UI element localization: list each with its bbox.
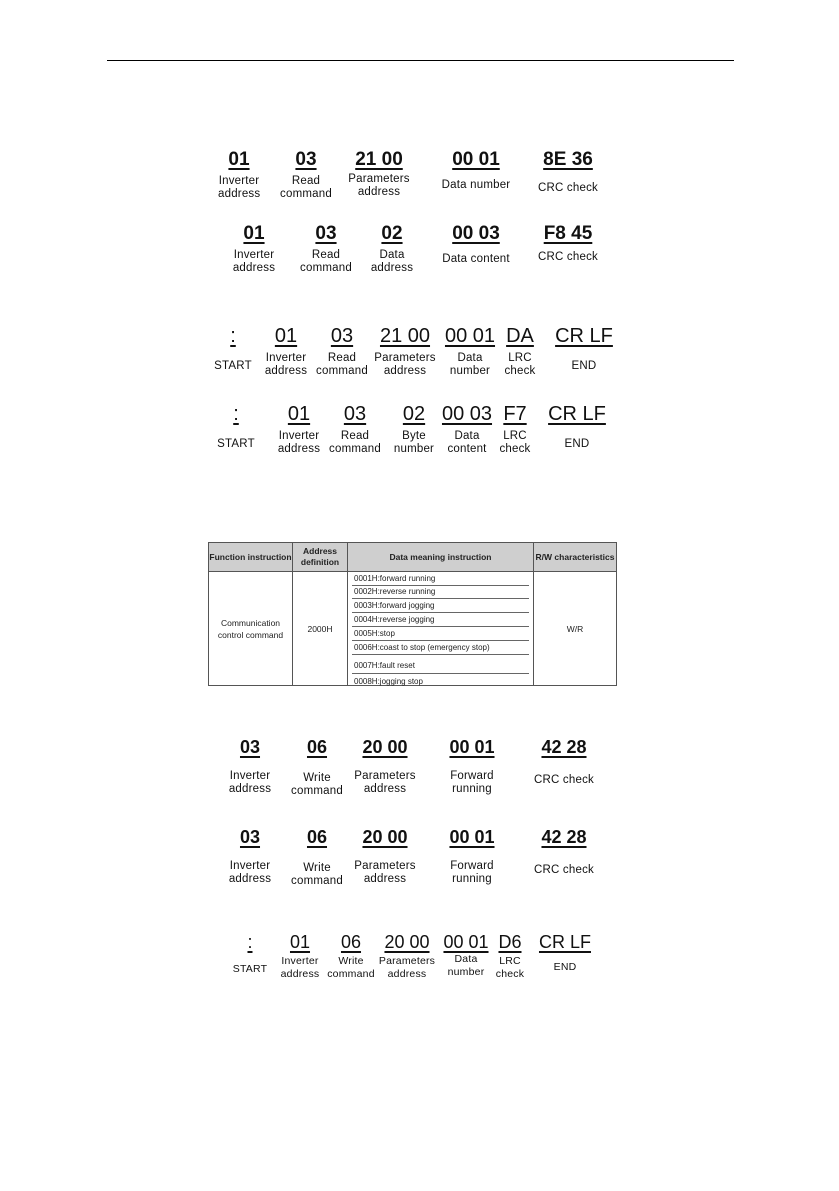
table-cell-function: Communication control command (209, 571, 293, 685)
frame-field (216, 404, 256, 451)
frame-field (438, 404, 496, 456)
field-code: 42 28 (541, 827, 587, 847)
frame-field (534, 933, 596, 974)
field-label: Forward running (450, 770, 494, 795)
table-header: R/W characteristics (534, 543, 616, 571)
field-label: CRC check (534, 774, 594, 786)
field-code: 06 (306, 737, 328, 757)
field-label: Parameters address (354, 860, 416, 885)
field-code: 00 03 (452, 223, 500, 244)
field-label: END (564, 438, 590, 450)
field-label: LRC check (499, 430, 531, 455)
field-code: 01 (274, 325, 298, 347)
frame-field (548, 326, 620, 373)
frame-field (542, 404, 612, 451)
field-code: 00 01 (443, 932, 489, 952)
table-header: Data meaning instruction (348, 543, 534, 571)
field-code: 42 28 (541, 737, 587, 757)
field-code: 03 (343, 403, 367, 425)
frame-field (442, 828, 502, 886)
field-code: 21 00 (355, 149, 403, 170)
table-cell-address: 2000H (293, 571, 348, 685)
frame-field (492, 933, 528, 981)
field-label: Read command (300, 249, 352, 274)
field-label: Parameters address (354, 770, 416, 795)
frame-field (325, 933, 377, 981)
table-row: 0007H:fault reset (352, 658, 529, 674)
frame-field (390, 404, 438, 456)
header-rule (107, 60, 734, 61)
field-label: CRC check (538, 251, 598, 263)
frame-field (350, 828, 420, 886)
table-row: 0003H:forward jogging (352, 600, 529, 613)
field-label: Write command (327, 955, 375, 980)
frame-field (230, 933, 270, 976)
field-code: 01 (228, 149, 250, 170)
frame-field (532, 150, 604, 195)
field-code: : (233, 403, 239, 425)
field-code: 01 (243, 223, 265, 244)
field-code: : (247, 932, 253, 952)
frame-field (325, 404, 385, 456)
field-label: LRC check (504, 352, 536, 377)
frame-field (224, 738, 276, 796)
field-code: F8 45 (543, 223, 593, 244)
field-label: END (571, 360, 597, 372)
field-code: 20 00 (362, 737, 408, 757)
field-code: 03 (330, 325, 354, 347)
table-row: 0004H:reverse jogging (352, 614, 529, 627)
frame-field (496, 404, 534, 456)
field-label: Inverter address (264, 352, 308, 377)
field-label: Data address (370, 249, 414, 274)
field-label: START (217, 438, 255, 450)
field-label: Write command (291, 862, 343, 887)
field-label: Parameters address (348, 173, 410, 198)
frame-field (344, 150, 414, 199)
field-code: 20 00 (384, 932, 430, 952)
field-label: Data number (447, 953, 485, 978)
field-label: Data number (449, 352, 491, 377)
field-code: CR LF (555, 325, 613, 347)
field-code: 00 01 (452, 149, 500, 170)
table-row: 0006H:coast to stop (emergency stop) (352, 642, 529, 655)
frame-field (288, 738, 346, 798)
frame-field (440, 933, 492, 979)
field-code: 03 (295, 149, 317, 170)
table-row: 0008H:jogging stop (354, 677, 423, 686)
table-row: 0005H:stop (352, 628, 529, 641)
field-code: DA (506, 325, 534, 347)
field-code: 8E 36 (543, 149, 593, 170)
frame-field (350, 738, 420, 796)
field-label: END (553, 961, 577, 973)
frame-field (436, 224, 516, 266)
field-label: Parameters address (374, 352, 436, 377)
frame-field (436, 150, 516, 192)
frame-field (288, 828, 346, 888)
field-code: 01 (287, 403, 311, 425)
field-label: Inverter address (232, 249, 276, 274)
field-label: START (232, 963, 268, 975)
frame-field (530, 224, 606, 264)
table-cell-rw: W/R (534, 571, 616, 685)
field-code: CR LF (548, 403, 606, 425)
field-code: D6 (498, 932, 522, 952)
table-cell-data (348, 571, 534, 685)
frame-field (276, 933, 324, 981)
frame-field (212, 326, 254, 373)
field-code: 00 03 (441, 403, 493, 425)
frame-field (274, 404, 324, 456)
field-code: 02 (381, 223, 403, 244)
field-label: Inverter address (218, 175, 261, 200)
frame-field (442, 738, 502, 796)
table-row: 0001H:forward running (352, 573, 529, 586)
field-label: Read command (316, 352, 368, 377)
field-label: Inverter address (280, 955, 320, 980)
field-code: 02 (402, 403, 426, 425)
field-code: 06 (306, 827, 328, 847)
field-code: 20 00 (362, 827, 408, 847)
field-code: 21 00 (379, 325, 431, 347)
field-label: CRC check (534, 864, 594, 876)
frame-field (230, 224, 278, 275)
frame-field (218, 150, 260, 201)
function-table (208, 542, 617, 686)
field-label: Parameters address (378, 955, 436, 980)
field-label: Data number (441, 179, 511, 191)
table-row: 0002H:reverse running (352, 586, 529, 599)
frame-field (224, 828, 276, 886)
frame-field (500, 326, 540, 378)
field-code: CR LF (538, 932, 591, 952)
field-label: Forward running (450, 860, 494, 885)
field-label: Write command (291, 772, 343, 797)
field-code: 00 01 (449, 827, 495, 847)
table-header: Address definition (293, 543, 348, 571)
field-label: Data content (442, 253, 510, 265)
field-code: : (230, 325, 236, 347)
frame-field (313, 326, 371, 378)
field-label: Inverter address (228, 770, 272, 795)
field-code: 00 01 (444, 325, 496, 347)
frame-field (371, 326, 439, 378)
field-label: Inverter address (277, 430, 321, 455)
field-label: CRC check (538, 182, 598, 194)
frame-field (278, 150, 334, 201)
field-code: 03 (239, 737, 261, 757)
frame-field (526, 738, 602, 787)
field-label: Inverter address (228, 860, 272, 885)
field-label: Read command (329, 430, 381, 455)
table-header: Function instruction (209, 543, 293, 571)
frame-field (442, 326, 498, 378)
field-label: START (214, 360, 252, 372)
field-label: LRC check (495, 955, 525, 980)
field-label: Data content (447, 430, 487, 455)
frame-field (376, 933, 438, 981)
field-code: 06 (340, 932, 362, 952)
field-code: 03 (315, 223, 337, 244)
field-code: 01 (289, 932, 311, 952)
frame-field (369, 224, 415, 275)
frame-field (526, 828, 602, 877)
field-code: 03 (239, 827, 261, 847)
frame-field (298, 224, 354, 275)
frame-field (261, 326, 311, 378)
field-label: Byte number (393, 430, 435, 455)
field-label: Read command (280, 175, 332, 200)
field-code: F7 (503, 403, 527, 425)
field-code: 00 01 (449, 737, 495, 757)
